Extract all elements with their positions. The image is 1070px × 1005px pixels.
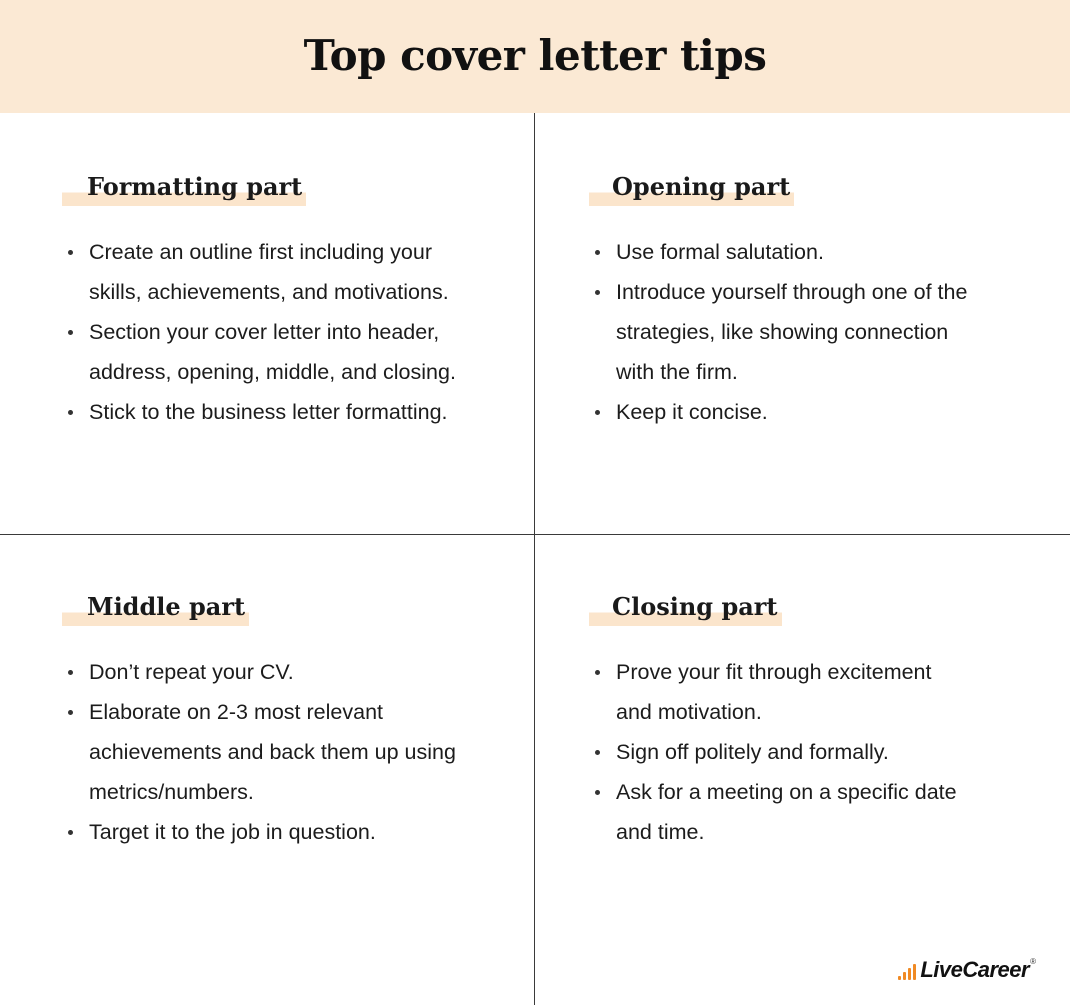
tip-text-line: Don’t repeat your CV. <box>89 660 294 684</box>
tip-text-line: Create an outline first including your <box>89 240 432 264</box>
tip-text-line: Sign off politely and formally. <box>616 740 889 764</box>
section-heading: Closing part <box>589 590 782 626</box>
bullet-icon <box>68 830 73 835</box>
tip-text-line: and motivation. <box>616 700 762 724</box>
bullet-icon <box>595 750 600 755</box>
bullet-icon <box>595 790 600 795</box>
tip-text-line: Elaborate on 2-3 most relevant <box>89 700 383 724</box>
logo-text: LiveCareer <box>920 957 1030 982</box>
tip-text-line: Prove your fit through excitement <box>616 660 932 684</box>
tip-item <box>64 692 534 812</box>
tip-text-line: metrics/numbers. <box>89 780 254 804</box>
tip-item <box>591 232 1061 272</box>
tip-text-line: and time. <box>616 820 705 844</box>
tip-item <box>591 772 1061 852</box>
bullet-icon <box>595 670 600 675</box>
tip-item <box>591 732 1061 772</box>
tip-item <box>64 232 534 312</box>
tip-text-line: strategies, like showing connection <box>616 320 949 344</box>
tip-text-line: achievements and back them up using <box>89 740 456 764</box>
formatting-section <box>64 170 534 432</box>
middle-section <box>64 590 534 852</box>
tip-text-line: skills, achievements, and motivations. <box>89 280 449 304</box>
bullet-icon <box>595 250 600 255</box>
tip-item <box>64 652 534 692</box>
logo-registered-mark: ® <box>1030 957 1036 966</box>
page-title: Top cover letter tips <box>303 31 767 80</box>
tip-text-line: Section your cover letter into header, <box>89 320 440 344</box>
tip-text-line: Introduce yourself through one of the <box>616 280 968 304</box>
tip-text-line: Target it to the job in question. <box>89 820 376 844</box>
tip-item <box>64 312 534 392</box>
tip-item <box>64 392 534 432</box>
section-heading: Formatting part <box>62 170 306 206</box>
tip-text-line: Use formal salutation. <box>616 240 824 264</box>
vertical-divider <box>534 113 535 1005</box>
horizontal-divider <box>0 534 1070 535</box>
section-heading: Opening part <box>589 170 794 206</box>
tips-list <box>64 232 534 432</box>
bullet-icon <box>595 290 600 295</box>
tip-text-line: Keep it concise. <box>616 400 768 424</box>
tip-item <box>64 812 534 852</box>
tip-item <box>591 652 1061 732</box>
tip-item <box>591 392 1061 432</box>
tips-list <box>591 652 1061 852</box>
header-banner <box>0 0 1070 113</box>
tip-item <box>591 272 1061 392</box>
opening-section <box>591 170 1061 432</box>
livecareer-logo <box>898 957 1036 983</box>
bullet-icon <box>595 410 600 415</box>
logo-bars-icon <box>898 960 916 980</box>
bullet-icon <box>68 710 73 715</box>
closing-section <box>591 590 1061 852</box>
bullet-icon <box>68 250 73 255</box>
tips-list <box>64 652 534 852</box>
section-heading: Middle part <box>62 590 249 626</box>
tip-text-line: Stick to the business letter formatting. <box>89 400 448 424</box>
bullet-icon <box>68 670 73 675</box>
tips-list <box>591 232 1061 432</box>
bullet-icon <box>68 410 73 415</box>
tip-text-line: Ask for a meeting on a specific date <box>616 780 957 804</box>
tip-text-line: address, opening, middle, and closing. <box>89 360 456 384</box>
bullet-icon <box>68 330 73 335</box>
tip-text-line: with the firm. <box>616 360 738 384</box>
